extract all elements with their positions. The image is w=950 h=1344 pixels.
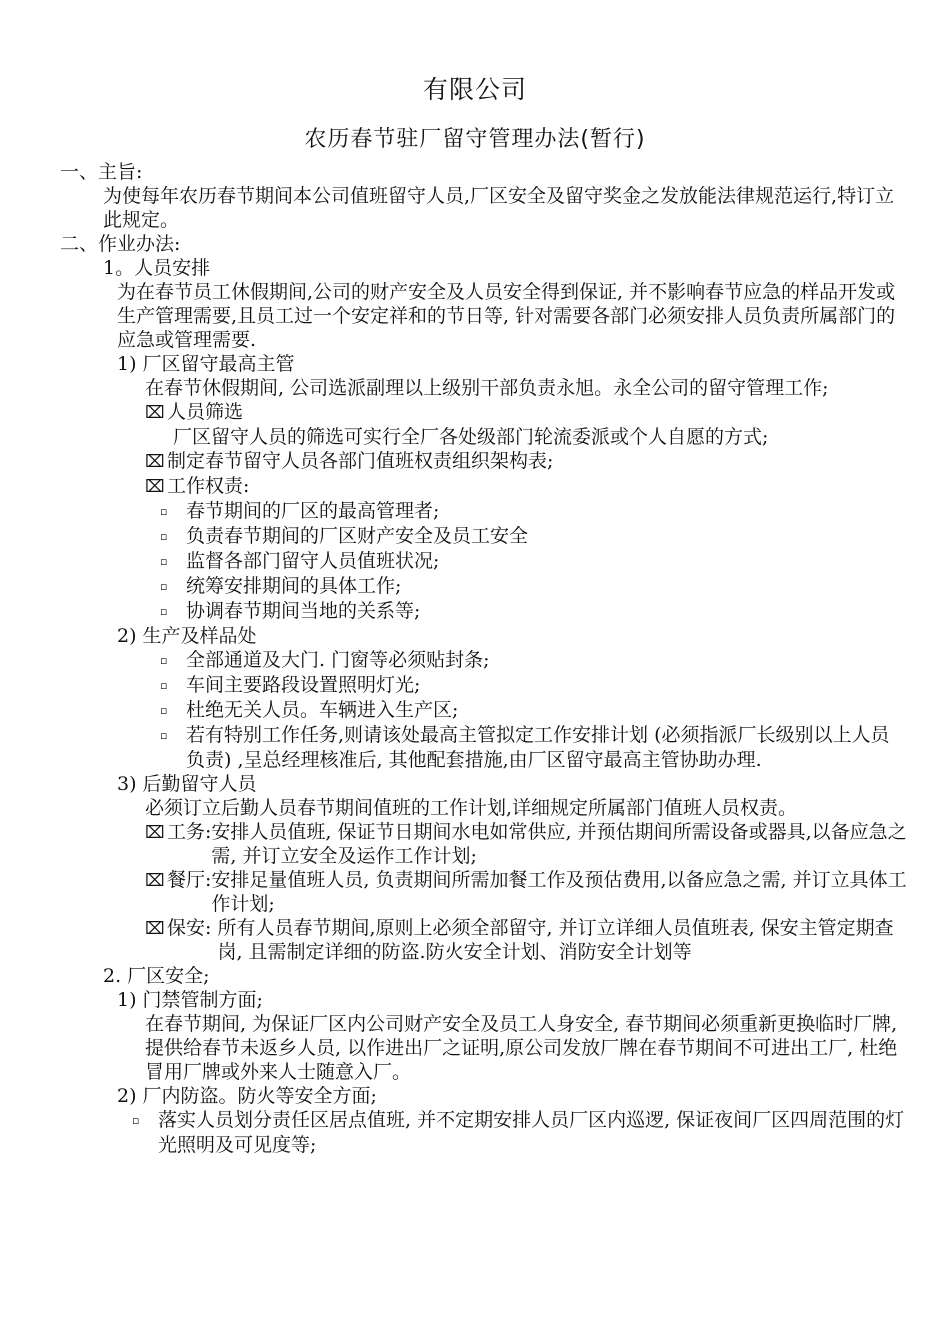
production-list <box>0 648 908 772</box>
list-item: ▫ 负责春节期间的厂区财产安全及员工安全 <box>160 525 529 547</box>
document-subtitle: 农历春节驻厂留守管理办法(暂行) <box>304 127 646 152</box>
item-2-1-heading: 1) 门禁管制方面; <box>117 989 263 1011</box>
item-2-heading: 2) 生产及样品处 <box>117 625 257 647</box>
small-square-icon: ▫ <box>160 580 168 593</box>
checklist-item <box>0 400 950 425</box>
duties-list <box>0 499 908 624</box>
ballot-x-icon: ⌧ <box>145 477 165 497</box>
definition-item <box>0 916 907 964</box>
definition-text: 所有人员春节期间,原则上必须全部留守, 并订立详细人员值班表, 保安主管定期查岗, 且需制定详细的防盗.防火安全计划、消防安全计划等 <box>217 917 894 963</box>
list-item: ▫ 杜绝无关人员。车辆进入生产区; <box>160 699 459 721</box>
list-item: ▫ 落实人员划分责任区居点值班, 并不定期安排人员厂区内巡逻, 保证夜间厂区四周范围的灯光照明及可见度等; <box>132 1109 905 1156</box>
item-2-2-heading: 2) 厂内防盗。防火等安全方面; <box>117 1085 377 1107</box>
checklist-item <box>0 474 950 499</box>
ballot-x-icon: ⌧ <box>145 823 165 843</box>
ballot-x-icon: ⌧ <box>145 919 165 939</box>
definition-text: 安排足量值班人员, 负责期间所需加餐工作及预估费用,以备应急之需, 并订立具体工作计划; <box>211 869 907 915</box>
item-2-1-text: 在春节期间, 为保证厂区内公司财产安全及员工人身安全, 春节期间必须重新更换临时厂牌, 提供给春节未返乡人员, 以作进出厂之证明,原公司发放厂牌在春节期间不可进出工厂, 杜绝冒用厂牌或外来人士随意入厂。 <box>145 1013 898 1083</box>
small-square-icon: ▫ <box>160 555 168 568</box>
section-1-heading: 一、主旨: <box>60 161 143 183</box>
part-1-intro: 为在春节员工休假期间,公司的财产安全及人员安全得到保证, 并不影响春节应急的样品开发或生产管理需要,且员工过一个安定祥和的节日等, 针对需要各部门必须安排人员负责所属部门的应急或管理需要. <box>117 281 896 351</box>
small-square-icon: ▫ <box>160 505 168 518</box>
small-square-icon: ▫ <box>160 530 168 543</box>
definition-item <box>0 820 907 868</box>
small-square-icon: ▫ <box>132 1114 140 1127</box>
item-3-text: 必须订立后勤人员春节期间值班的工作计划,详细规定所属部门值班人员权责。 <box>145 797 798 819</box>
definition-term: 保安: <box>167 917 212 939</box>
list-item: ▫ 春节期间的厂区的最高管理者; <box>160 500 440 522</box>
item-1-text: 在春节休假期间, 公司选派副理以上级别干部负责永旭。永全公司的留守管理工作; <box>145 377 829 399</box>
definition-text: 安排人员值班, 保证节日期间水电如常供应, 并预估期间所需设备或器具,以备应急之需, 并订立安全及运作工作计划; <box>211 821 907 867</box>
part-1-heading: 1。人员安排 <box>103 257 211 279</box>
small-square-icon: ▫ <box>160 679 168 692</box>
document-body <box>0 160 950 1157</box>
definition-term: 餐厅: <box>167 869 212 891</box>
small-square-icon: ▫ <box>160 704 168 717</box>
list-item: ▫ 协调春节期间当地的关系等; <box>160 600 421 622</box>
checklist-label: 工作权责: <box>167 475 250 497</box>
list-item: ▫ 统筹安排期间的具体工作; <box>160 575 402 597</box>
item-1-heading: 1) 厂区留守最高主管 <box>117 353 295 375</box>
definition-item <box>0 868 907 916</box>
small-square-icon: ▫ <box>160 654 168 667</box>
checklist-label: 制定春节留守人员各部门值班权责组织架构表; <box>167 450 554 472</box>
safety-list <box>0 1108 907 1157</box>
checklist-detail: 厂区留守人员的筛选可实行全厂各处级部门轮流委派或个人自愿的方式; <box>173 426 769 448</box>
small-square-icon: ▫ <box>160 605 168 618</box>
small-square-icon: ▫ <box>160 729 168 742</box>
checklist-item <box>0 449 950 474</box>
section-2-heading: 二、作业办法: <box>60 233 181 255</box>
ballot-x-icon: ⌧ <box>145 871 165 891</box>
ballot-x-icon: ⌧ <box>145 403 165 423</box>
checklist-label: 人员筛选 <box>167 401 244 423</box>
list-item: ▫ 全部通道及大门. 门窗等必须贴封条; <box>160 649 490 671</box>
page-title: 有限公司 <box>422 75 527 104</box>
list-item: ▫ 监督各部门留守人员值班状况; <box>160 550 440 572</box>
part-2-heading: 2. 厂区安全; <box>103 965 210 987</box>
ballot-x-icon: ⌧ <box>145 452 165 472</box>
item-3-heading: 3) 后勤留守人员 <box>117 773 257 795</box>
list-item: ▫ 车间主要路段设置照明灯光; <box>160 674 421 696</box>
section-1-text: 为使每年农历春节期间本公司值班留守人员,厂区安全及留守奖金之发放能法律规范运行,特订立此规定。 <box>103 185 895 231</box>
definition-term: 工务: <box>167 821 212 843</box>
list-item: ▫ 若有特别工作任务,则请该处最高主管拟定工作安排计划 (必须指派厂长级别以上人员负责) ,呈总经理核准后, 其他配套措施,由厂区留守最高主管协助办理. <box>160 724 890 771</box>
